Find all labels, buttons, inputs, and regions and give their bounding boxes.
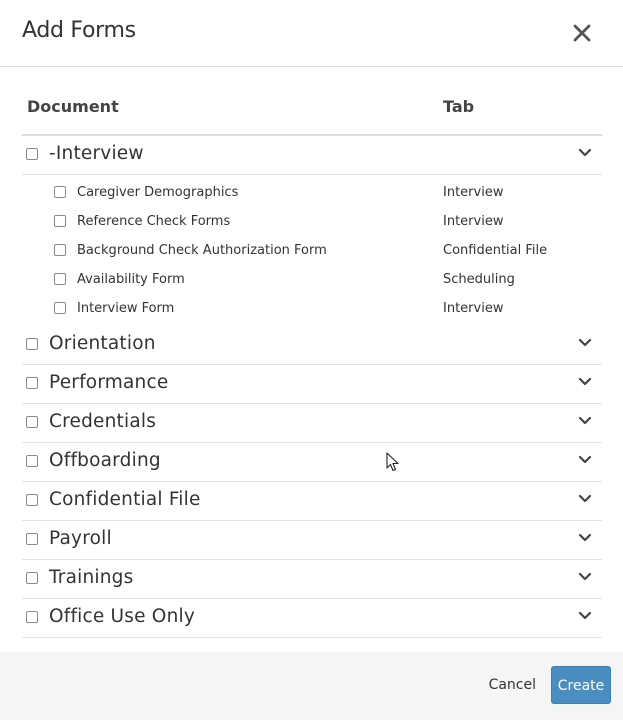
group-label: Offboarding bbox=[49, 450, 161, 471]
group-label: Performance bbox=[49, 372, 169, 393]
form-tab: Interview bbox=[443, 214, 504, 229]
form-tab: Confidential File bbox=[443, 243, 548, 258]
group-label: Trainings bbox=[49, 567, 134, 588]
chevron-down-icon[interactable] bbox=[578, 148, 592, 158]
group-checkbox-credentials[interactable] bbox=[26, 416, 38, 428]
dialog-footer bbox=[0, 652, 623, 720]
form-checkbox[interactable] bbox=[54, 302, 66, 314]
chevron-down-icon[interactable] bbox=[578, 533, 592, 543]
group-row-payroll[interactable] bbox=[22, 521, 602, 560]
close-button[interactable] bbox=[571, 22, 593, 44]
form-tab: Interview bbox=[443, 301, 504, 316]
list-item[interactable] bbox=[22, 294, 602, 323]
create-button[interactable]: Create bbox=[551, 666, 611, 704]
dialog-title: Add Forms bbox=[22, 18, 136, 43]
table-header bbox=[22, 96, 602, 136]
group-checkbox-interview[interactable] bbox=[26, 148, 38, 160]
group-checkbox-payroll[interactable] bbox=[26, 533, 38, 545]
group-checkbox-offboarding[interactable] bbox=[26, 455, 38, 467]
group-label: Credentials bbox=[49, 411, 157, 432]
form-checkbox[interactable] bbox=[54, 215, 66, 227]
chevron-down-icon[interactable] bbox=[578, 611, 592, 621]
form-name: Interview Form bbox=[77, 301, 175, 316]
interview-forms-list bbox=[22, 175, 602, 326]
list-item[interactable] bbox=[22, 207, 602, 236]
close-icon bbox=[571, 22, 593, 44]
column-header-document: Document bbox=[27, 97, 119, 116]
chevron-down-icon[interactable] bbox=[578, 455, 592, 465]
group-label: Confidential File bbox=[49, 489, 201, 510]
group-label: Payroll bbox=[49, 528, 112, 549]
chevron-down-icon[interactable] bbox=[578, 377, 592, 387]
chevron-down-icon[interactable] bbox=[578, 572, 592, 582]
group-row-offboarding[interactable] bbox=[22, 443, 602, 482]
group-row-performance[interactable] bbox=[22, 365, 602, 404]
form-groups-list bbox=[22, 136, 602, 638]
group-label: Orientation bbox=[49, 333, 156, 354]
list-item[interactable] bbox=[22, 178, 602, 207]
form-checkbox[interactable] bbox=[54, 186, 66, 198]
form-name: Background Check Authorization Form bbox=[77, 243, 327, 258]
form-name: Availability Form bbox=[77, 272, 185, 287]
form-name: Reference Check Forms bbox=[77, 214, 231, 229]
group-checkbox-office-use-only[interactable] bbox=[26, 611, 38, 623]
form-name: Caregiver Demographics bbox=[77, 185, 239, 200]
group-row-credentials[interactable] bbox=[22, 404, 602, 443]
group-label: Office Use Only bbox=[49, 606, 195, 627]
chevron-down-icon[interactable] bbox=[578, 338, 592, 348]
group-checkbox-confidential-file[interactable] bbox=[26, 494, 38, 506]
chevron-down-icon[interactable] bbox=[578, 416, 592, 426]
form-tab: Scheduling bbox=[443, 272, 515, 287]
group-row-office-use-only[interactable] bbox=[22, 599, 602, 638]
form-tab: Interview bbox=[443, 185, 504, 200]
group-row-interview[interactable] bbox=[22, 136, 602, 175]
form-checkbox[interactable] bbox=[54, 273, 66, 285]
group-checkbox-performance[interactable] bbox=[26, 377, 38, 389]
list-item[interactable] bbox=[22, 236, 602, 265]
cancel-button[interactable]: Cancel bbox=[488, 677, 536, 693]
group-row-orientation[interactable] bbox=[22, 326, 602, 365]
column-header-tab: Tab bbox=[443, 97, 475, 116]
group-checkbox-orientation[interactable] bbox=[26, 338, 38, 350]
group-checkbox-trainings[interactable] bbox=[26, 572, 38, 584]
group-row-trainings[interactable] bbox=[22, 560, 602, 599]
group-row-confidential-file[interactable] bbox=[22, 482, 602, 521]
dialog-header bbox=[0, 0, 623, 67]
form-checkbox[interactable] bbox=[54, 244, 66, 256]
list-item[interactable] bbox=[22, 265, 602, 294]
group-label: -Interview bbox=[49, 143, 144, 164]
chevron-down-icon[interactable] bbox=[578, 494, 592, 504]
